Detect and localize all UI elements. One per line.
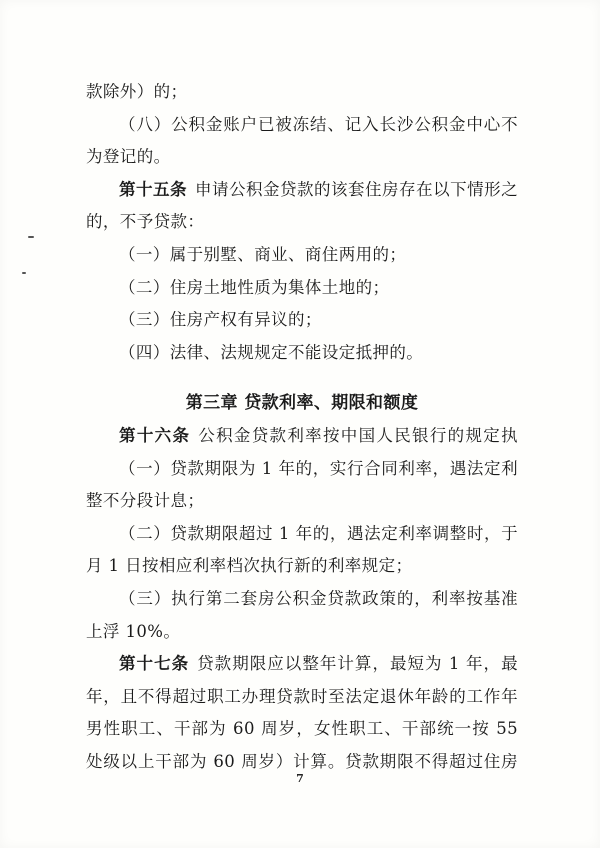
text-line: 男性职工、干部为 60 周岁，女性职工、干部统一按 55 xyxy=(86,719,518,739)
article-number: 第十六条 xyxy=(119,425,191,445)
chapter-heading: 第三章 贷款利率、期限和额度 xyxy=(185,393,419,414)
page-number: 7 xyxy=(296,772,304,785)
text-line: （二）住房土地性质为集体土地的； xyxy=(119,277,390,297)
article-paragraph xyxy=(86,420,518,453)
text-line: 整不分段计息； xyxy=(86,491,205,511)
article-text: 贷款期限应以整年计算，最短为 1 年，最 xyxy=(197,654,518,674)
text-line: 月 1 日按相应利率档次执行新的利率规定； xyxy=(86,556,413,576)
scan-artifact xyxy=(22,272,26,274)
text-line: 年，且不得超过职工办理贷款时至法定退休年龄的工作年 xyxy=(86,686,518,706)
text-line: （四）法律、法规规定不能设定抵押的。 xyxy=(119,342,424,362)
text-line: （八）公积金账户已被冻结、记入长沙公积金中心不 xyxy=(119,114,518,134)
text-line: 的，不予贷款： xyxy=(86,212,205,232)
text-line: 为登记的。 xyxy=(86,147,171,167)
text-line: （一）贷款期限为 1 年的，实行合同利率，遇法定利 xyxy=(119,458,518,478)
article-text: 申请公积金贷款的该套住房存在以下情形之 xyxy=(195,179,518,199)
document-body xyxy=(86,76,518,778)
text-line: 上浮 10%。 xyxy=(86,621,181,641)
text-line: （三）执行第二套房公积金贷款政策的，利率按基准 xyxy=(119,588,518,608)
scan-artifact xyxy=(28,236,34,238)
text-line: （三）住房产权有异议的； xyxy=(119,310,322,330)
article-text: 公积金贷款利率按中国人民银行的规定执 xyxy=(198,425,518,445)
article-paragraph xyxy=(86,174,518,207)
article-number: 第十七条 xyxy=(119,654,190,674)
text-line: （二）贷款期限超过 1 年的，遇法定利率调整时，于 xyxy=(119,523,518,543)
text-line: 处级以上干部为 60 周岁）计算。贷款期限不得超过住房 xyxy=(86,751,518,771)
article-paragraph xyxy=(86,648,518,681)
text-line: （一）属于别墅、商业、商住两用的； xyxy=(119,244,407,264)
article-number: 第十五条 xyxy=(119,179,188,199)
text-line: 款除外）的； xyxy=(86,82,188,101)
